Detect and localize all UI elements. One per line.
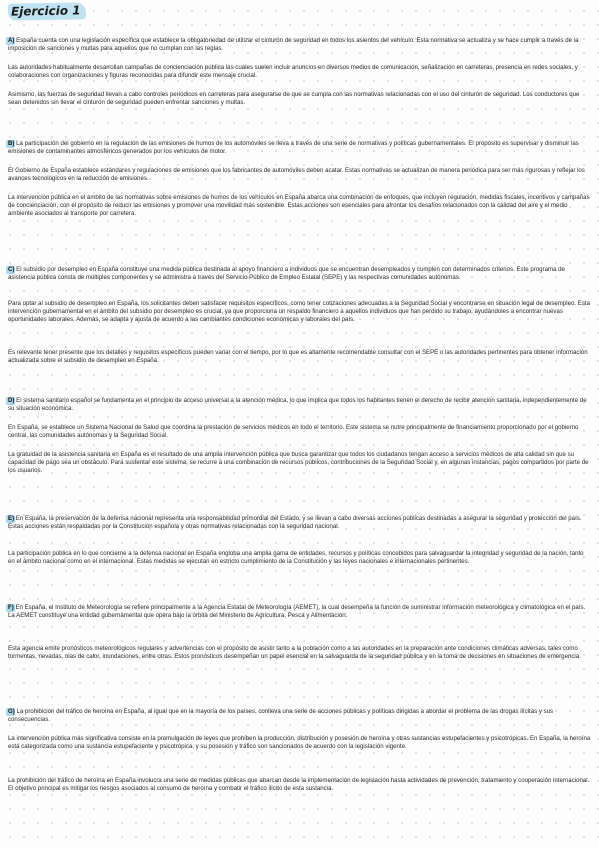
paragraph-text: La gratuidad de la asistencia sanitaria en España es el resultado de una amplia intervención pública que busca garantizar que todos los ciudadanos tengan acceso a servicios médicos de alta calidad sin que su capacidad de pago sea un obstáculo. Para sustentar este sistema, se recurre a una combinación de recursos públicos, contribuciones de la Seguridad Social y, en algunas instancias, pagos compartidos por parte de los usuarios. (8, 451, 589, 475)
section-letter: A) (8, 37, 15, 44)
section-e-paragraph-2 (8, 550, 592, 566)
section-letter: G) (8, 708, 15, 715)
paragraph-text: El sistema sanitario español se fundamenta en el principio de acceso universal a la atención médica, lo que implica que todos los habitantes tienen el derecho de recibir atención sanitaria, independientemente de su situación económica. (8, 397, 587, 413)
paragraph-text: Esta agencia emite pronósticos meteorológicos regulares y advertencias con el propósito de asistir tanto a la población como a las autoridades en la preparación ante condiciones climáticas adversas, tales como tormentas, nevadas, olas de calor, inundaciones, entre otras. Estos pronósticos desempeñan un papel esencial en la salvaguarda de la seguridad pública y en la toma de decisiones en situaciones de emergencia. (8, 645, 581, 661)
paragraph-text: En España, la preservación de la defensa nacional representa una responsabilidad primordial del Estado, y se llevan a cabo diversas acciones públicas destinadas a asegurar la seguridad y protección del país. Estas acciones están respaldadas por la Constitución española y otras normativas relacionadas con la seguridad nacional. (8, 515, 582, 531)
section-letter: F) (8, 604, 14, 611)
section-letter: E) (8, 515, 15, 522)
section-b-paragraph-2 (8, 167, 592, 183)
section-a-paragraph-2 (8, 64, 592, 80)
section-e-paragraph-1 (8, 515, 592, 531)
section-letter: B) (8, 140, 15, 147)
paragraph-text: La participación del gobierno en la regulación de las emisiones de humos de los automóviles se lleva a través de una serie de normativas y políticas gubernamentales. El propósito es supervisar y disminuir las emisiones de contaminantes atmosféricos generados por los vehículos de motor. (8, 140, 579, 156)
paragraph-text: La participación pública en lo que concierne a la defensa nacional en España engloba una amplia gama de entidades, recursos y políticas concebidos para salvaguardar la integridad y seguridad de la nación, tanto en el ámbito nacional como en el internacional. Estas medidas se ejecutan en estricto cumplimiento de la Constitución y las leyes nacionales e internacionales pertinentes. (8, 550, 584, 566)
paragraph-text: El Gobierno de España establece estándares y regulaciones de emisiones que los fabricantes de automóviles deben acatar. Estas normativas se actualizan de manera periódica para ser más rigurosas y reflejar los avances tecnológicos en la reducción de emisiones. (8, 167, 585, 183)
section-g-paragraph-2 (8, 735, 592, 751)
paragraph-text: En España, se establece un Sistema Nacional de Salud que coordina la prestación de servicios médicos en todo el territorio. Este sistema se nutre principalmente de financiamiento proporcionado por el gobierno central, las comunidades autónomas y la Seguridad Social. (8, 424, 579, 440)
section-a-paragraph-3 (8, 91, 592, 107)
section-letter: D) (8, 397, 15, 404)
section-d-paragraph-2 (8, 424, 592, 440)
paragraph-text: La intervención pública más significativa consiste en la promulgación de leyes que prohíben la producción, distribución y posesión de heroína y otras sustancias estupefacientes y psicotrópicas. En España, la heroína está categorizada como una sustancia estupefaciente y psicotrópica, y su posesión y tráfico son sancionados de acuerdo con la legislación vigente. (8, 735, 591, 751)
section-f-paragraph-1 (8, 604, 592, 620)
section-d-paragraph-3 (8, 451, 592, 476)
section-b-paragraph-3 (8, 194, 592, 219)
section-f-paragraph-2 (8, 645, 592, 661)
paragraph-text: Asimismo, las fuerzas de seguridad llevan a cabo controles periódicos en carreteras para asegurarse de que se cumpla con las normativas relacionadas con el uso del cinturón de seguridad. Los conductores que sean detenidos sin llevar el cinturón de seguridad pueden enfrentar sanciones y multas. (8, 91, 580, 107)
section-c-paragraph-3 (8, 349, 592, 365)
paragraph-text: El subsidio por desempleo en España constituye una medida pública destinada al apoyo financiero a individuos que se encuentran desempleados y cumplen con determinados criterios. Este programa de asistencia pública consta de múltiples componentes y se administra a través del Servicio Público de Empleo Estatal (SEPE) y las respectivas comunidades autónomas. (8, 266, 565, 282)
section-d-paragraph-1 (8, 397, 592, 413)
section-letter: C) (8, 266, 15, 273)
section-b-paragraph-1 (8, 140, 592, 156)
section-g-paragraph-3 (8, 777, 592, 793)
paragraph-text: La intervención pública en el ámbito de las normativas sobre emisiones de humos de los vehículos en España abarca una combinación de enfoques, que incluyen regulación, medidas fiscales, incentivos y campañas de concienciación, con el propósito de reducir las emisiones y promover una movilidad más sostenible. Estas acciones son esenciales para afrontar los desafíos relacionados con la calidad del aire y el medio ambiente asociados al transporte por carretera. (8, 194, 590, 218)
paragraph-text: La prohibición del tráfico de heroína en España, al igual que en la mayoría de los países, conlleva una serie de acciones públicas y políticas dirigidas a abordar el problema de las drogas ilícitas y sus consecuencias. (8, 708, 554, 724)
document-title: Ejercicio 1 (8, 2, 86, 20)
section-g-paragraph-1 (8, 708, 592, 724)
paragraph-text: En España, el Instituto de Meteorología se refiere principalmente a la Agencia Estatal de Meteorología (AEMET), la cual desempeña la función de suministrar información meteorológica y climatológica en el país. La AEMET constituye una entidad gubernamental que opera bajo la órbita del Ministerio de Agricultura, Pesca y Alimentación. (8, 604, 586, 620)
section-c-paragraph-1 (8, 266, 592, 282)
section-a-paragraph-1 (8, 37, 592, 53)
paragraph-text: Para optar al subsidio de desempleo en España, los solicitantes deben satisfacer requisitos específicos, como tener cotizaciones adecuadas a la Seguridad Social y encontrarse en situación legal de desempleo. Esta intervención gubernamental en el ámbito del subsidio por desempleo es crucial, ya que proporciona un respaldo financiero a aquellos individuos que han perdido su trabajo, ayudándoles a encontrar nuevas oportunidades laborales. Además, se adapta y ajusta de acuerdo a las cambiantes condiciones económicas y laborales del país. (8, 300, 590, 324)
paragraph-text: Las autoridades habitualmente desarrollan campañas de concienciación pública las cuales suelen incluir anuncios en diversos medios de comunicación, señalización en carreteras, presencia en redes sociales, y colaboraciones con organizaciones y figuras reconocidas para difundir este mensaje crucial. (8, 64, 578, 80)
section-c-paragraph-2 (8, 300, 592, 325)
paragraph-text: La prohibición del tráfico de heroína en España involucra una serie de medidas públicas que abarcan desde la implementación de legislación hasta actividades de prevención, tratamiento y cooperación internacional. El objetivo principal es mitigar los riesgos asociados al consumo de heroína y combatir el tráfico ilícito de esta sustancia. (8, 777, 590, 793)
paragraph-text: Es relevante tener presente que los detalles y requisitos específicos pueden variar con el tiempo, por lo que es altamente recomendable consultar con el SEPE o las autoridades pertinentes para obtener información actualizada sobre el subsidio de desempleo en España. (8, 349, 588, 365)
paragraph-text: España cuenta con una legislación específica que establece la obligatoriedad de utilizar el cinturón de seguridad en todos los asientos del vehículo. Esta normativa se actualiza y se hace cumplir a través de la imposición de sanciones y multas para aquellos que no cumplan con las reglas. (8, 37, 579, 53)
